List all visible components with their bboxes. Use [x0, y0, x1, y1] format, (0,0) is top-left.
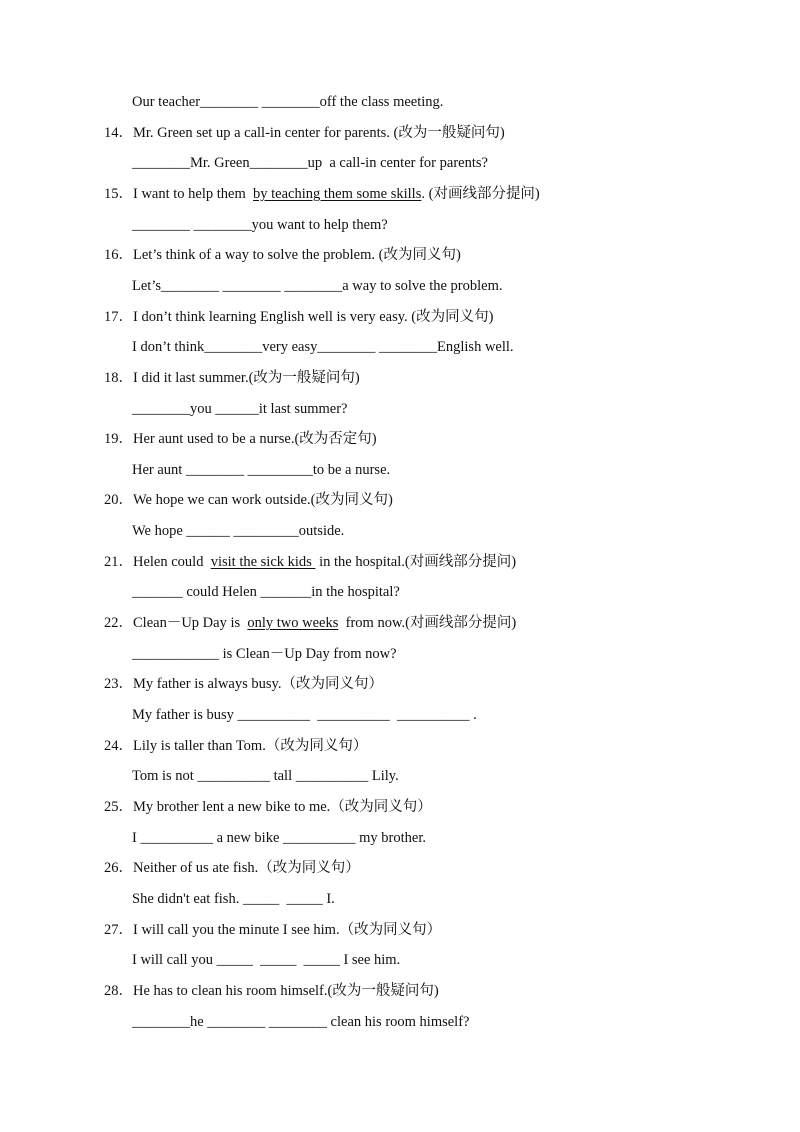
question-line	[104, 124, 505, 142]
question-text: My brother lent a new bike to me.（改为同义句）	[133, 798, 432, 815]
question-number: 15．	[104, 185, 133, 202]
answer-line: She didn't eat fish. _____ _____ I.	[132, 890, 335, 907]
underlined-phrase: visit the sick kids	[210, 553, 316, 570]
question-text: I want to help them	[133, 185, 254, 202]
question-number: 18．	[104, 369, 133, 386]
question-line	[104, 614, 516, 632]
question-text: He has to clean his room himself.(改为一般疑问句)	[133, 982, 439, 999]
question-number: 23．	[104, 676, 133, 693]
question-line	[104, 553, 516, 571]
question-number: 17．	[104, 308, 133, 325]
question-text: Clean－Up Day is	[133, 615, 248, 631]
question-number: 26．	[104, 860, 133, 877]
question-number: 22．	[104, 615, 133, 631]
question-line	[104, 798, 432, 816]
question-line	[104, 675, 383, 693]
question-text: Neither of us ate fish.（改为同义句）	[133, 860, 360, 877]
question-number: 16．	[104, 247, 133, 264]
question-number: 24．	[104, 737, 133, 754]
answer-line: ________ ________you want to help them?	[132, 216, 388, 233]
question-number: 27．	[104, 921, 133, 938]
answer-line: Our teacher________ ________off the class meeting.	[132, 94, 444, 110]
question-number: 28．	[104, 982, 133, 999]
question-text: Lily is taller than Tom.（改为同义句）	[133, 737, 368, 754]
question-number: 14．	[104, 124, 133, 141]
underlined-phrase: only two weeks	[247, 615, 339, 631]
question-line	[104, 308, 493, 326]
answer-line: ________he ________ ________ clean his room himself?	[132, 1013, 470, 1030]
question-line	[104, 185, 540, 203]
answer-line: I __________ a new bike __________ my brother.	[132, 829, 426, 846]
question-number: 19．	[104, 431, 133, 448]
question-text: Helen could	[133, 553, 211, 570]
question-text: I did it last summer.(改为一般疑问句)	[133, 369, 360, 386]
answer-line: Let’s________ ________ ________a way to solve the problem.	[132, 277, 503, 294]
question-line	[104, 737, 367, 755]
question-text: We hope we can work outside.(改为同义句)	[133, 492, 393, 509]
question-text: I will call you the minute I see him.（改为同义句）	[133, 921, 442, 938]
question-text: Mr. Green set up a call-in center for parents. (改为一般疑问句)	[133, 124, 505, 141]
answer-line: I don’t think________very easy________ ________English well.	[132, 339, 514, 356]
question-text: Her aunt used to be a nurse.(改为否定句)	[133, 431, 377, 448]
answer-line: ________Mr. Green________up a call-in center for parents?	[132, 155, 488, 172]
answer-line: Her aunt ________ _________to be a nurse.	[132, 461, 391, 478]
question-text: Let’s think of a way to solve the problem. (改为同义句)	[133, 247, 461, 264]
question-number: 25．	[104, 798, 133, 815]
question-number: 21．	[104, 553, 133, 570]
question-line	[104, 859, 360, 877]
question-text-tail: . (对画线部分提问)	[421, 185, 540, 202]
underlined-phrase: by teaching them some skills	[253, 185, 422, 202]
answer-line: ____________ is Clean－Up Day from now?	[132, 645, 397, 662]
answer-line: ________you ______it last summer?	[132, 400, 348, 417]
question-text: My father is always busy.（改为同义句）	[133, 676, 383, 693]
question-line	[104, 430, 377, 448]
question-line	[104, 491, 393, 509]
question-text-tail: in the hospital.(对画线部分提问)	[315, 553, 517, 570]
question-line	[104, 982, 439, 1000]
question-text-tail: from now.(对画线部分提问)	[338, 615, 517, 631]
answer-line: We hope ______ _________outside.	[132, 523, 345, 540]
answer-line: Tom is not __________ tall __________ Lily.	[132, 768, 399, 785]
question-line	[104, 921, 441, 939]
answer-line: I will call you _____ _____ _____ I see him.	[132, 952, 401, 969]
question-line	[104, 369, 360, 387]
question-number: 20．	[104, 492, 133, 509]
question-line	[104, 246, 461, 264]
answer-line: My father is busy __________ __________ __________ .	[132, 707, 477, 723]
answer-line: _______ could Helen _______in the hospital?	[132, 584, 400, 601]
question-text: I don’t think learning English well is very easy. (改为同义句)	[133, 308, 494, 325]
